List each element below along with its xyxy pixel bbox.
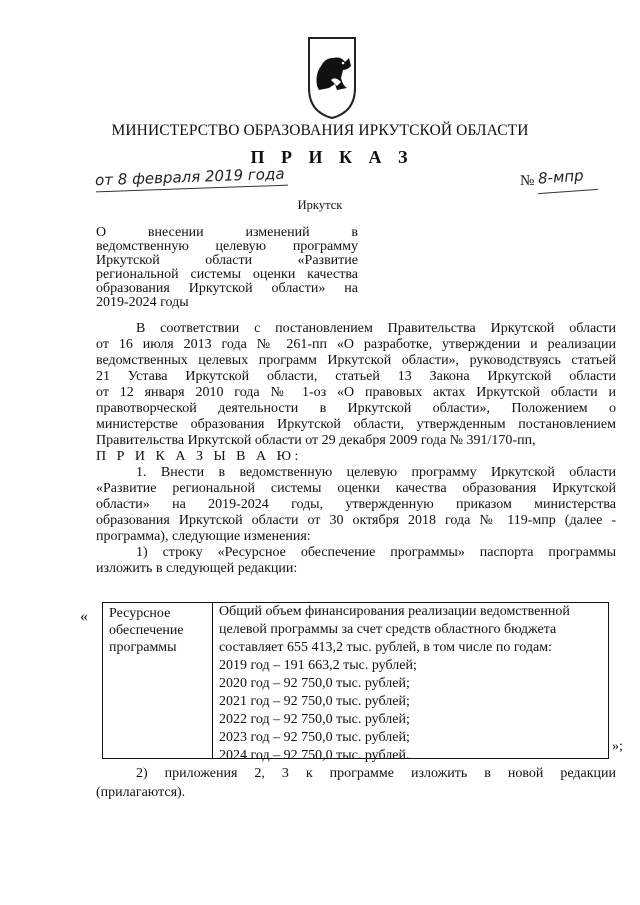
item1-2-line: 2) приложения 2, 3 к программе изложить в новой редакции: [136, 766, 616, 781]
content-line: Общий объем финансирования реализации ведомственной: [219, 604, 570, 619]
content-line: 2022 год – 92 750,0 тыс. рублей;: [219, 712, 410, 727]
item1-line: образования Иркутской области от 30 октября 2018 года № 119-мпр (далее -: [96, 513, 616, 528]
resource-table-content-cell: [213, 603, 608, 765]
content-line: целевой программы за счет средств областного бюджета: [219, 622, 557, 637]
ministry-name: МИНИСТЕРСТВО ОБРАЗОВАНИЯ ИРКУТСКОЙ ОБЛАСТИ: [111, 122, 529, 139]
item1-2-line: (прилагаются).: [96, 785, 186, 800]
subject-line: О внесении изменений в: [96, 225, 358, 240]
preamble-line: 21 Устава Иркутской области, статьей 13 Закона Иркутской области: [96, 369, 616, 384]
content-line: составляет 655 413,2 тыс. рублей, в том числе по годам:: [219, 640, 552, 655]
order-title: П Р И К А З: [250, 147, 414, 167]
item1-line: 1. Внести в ведомственную целевую программу Иркутской области: [136, 465, 616, 480]
document-body: [96, 321, 616, 577]
preamble-line: от 12 января 2010 года № 1-оз «О правовых актах Иркутской области и: [96, 385, 616, 400]
handwritten-number: 8-мпр: [537, 166, 585, 188]
item1-2-paragraph: [96, 764, 616, 802]
content-line: 2024 год – 92 750,0 тыс. рублей.: [219, 748, 410, 763]
closing-quote: »;: [612, 739, 623, 754]
item1-1-line: 1) строку «Ресурсное обеспечение программы» паспорта программы: [136, 545, 616, 560]
opening-quote: «: [80, 608, 88, 625]
subject-line: Иркутской области «Развитие: [96, 253, 358, 268]
resource-table: [102, 602, 609, 763]
number-prefix: №: [520, 173, 535, 189]
content-line: 2020 год – 92 750,0 тыс. рублей;: [219, 676, 410, 691]
label-line: обеспечение: [109, 623, 184, 638]
item1-line: «Развитие региональной системы оценки качества образования Иркутской: [96, 481, 616, 496]
content-line: 2023 год – 92 750,0 тыс. рублей;: [219, 730, 410, 745]
content-line: 2019 год – 191 663,2 тыс. рублей;: [219, 658, 417, 673]
subject-line: ведомственную целевую программу: [96, 239, 358, 254]
preamble-line: от 16 июля 2013 года № 261-пп «О разработке, утверждении и реализации: [96, 337, 616, 352]
order-subject: [96, 226, 358, 310]
city: Иркутск: [297, 198, 343, 212]
preamble-line: министерстве образования Иркутской области, утвержденным постановлением: [96, 417, 616, 432]
handwritten-date: от 8 февраля 2019 года: [94, 164, 285, 190]
label-line: Ресурсное: [109, 606, 171, 621]
subject-line: образования Иркутской области» на: [96, 281, 358, 296]
content-line: 2021 год – 92 750,0 тыс. рублей;: [219, 694, 410, 709]
coat-of-arms-icon: [307, 36, 357, 120]
item1-line: программа), следующие изменения:: [96, 529, 311, 544]
preamble-line: Правительства Иркутской области от 29 декабря 2009 года № 391/170-пп,: [96, 433, 536, 448]
item1-1-line: изложить в следующей редакции:: [96, 561, 298, 576]
prikazyvayu: П Р И К А З Ы В А Ю:: [96, 449, 302, 464]
resource-table-label-cell: [103, 603, 213, 758]
number-underline: [538, 189, 598, 194]
preamble-line: правотворческой деятельности в Иркутской области», Положением о: [96, 401, 616, 416]
subject-line: 2019-2024 годы: [96, 295, 189, 310]
subject-line: региональной системы оценки качества: [96, 267, 358, 282]
preamble-line: В соответствии с постановлением Правительства Иркутской области: [136, 321, 616, 336]
preamble-line: ведомственных целевых программ Иркутской области», руководствуясь статьей: [96, 353, 616, 368]
label-line: программы: [109, 640, 177, 655]
item1-line: области» на 2019-2024 годы, утвержденную приказом министерства: [96, 497, 616, 512]
